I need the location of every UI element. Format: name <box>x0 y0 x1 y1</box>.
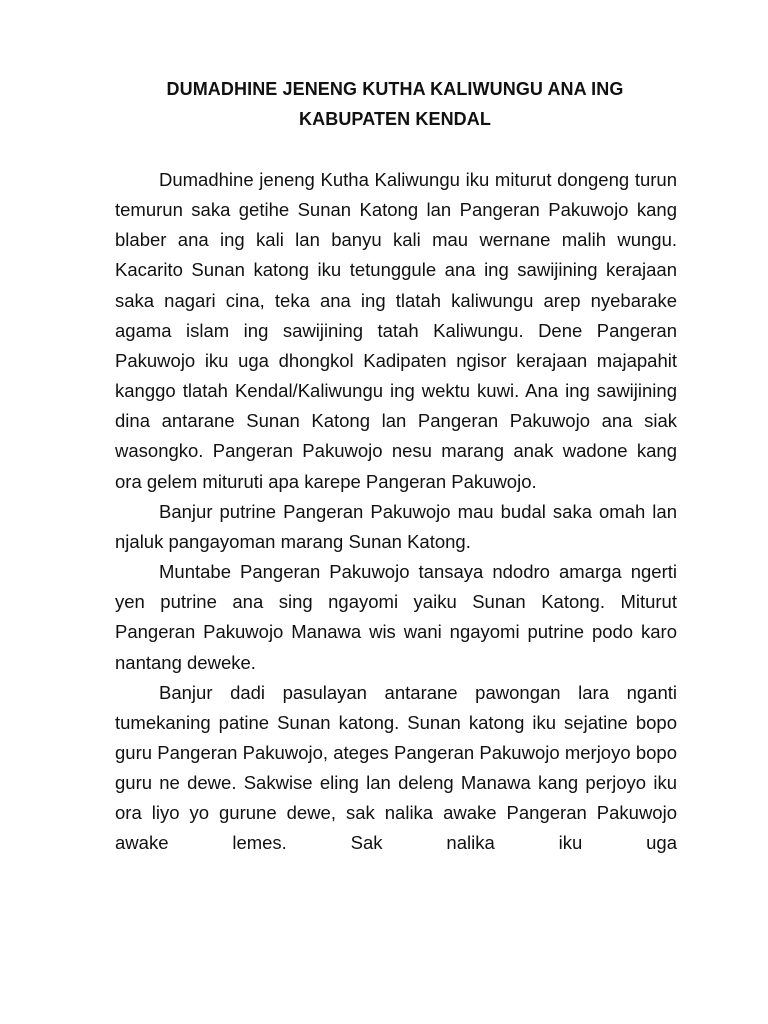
document-body <box>115 165 677 859</box>
title-line-1: DUMADHINE JENENG KUTHA KALIWUNGU ANA ING <box>166 79 624 99</box>
paragraph-4: Banjur dadi pasulayan antarane pawongan lara nganti tumekaning patine Sunan katong. Sunan katong iku sejatine bopo guru Pangeran Pakuwojo, ateges Pangeran Pakuwojo merjoyo bopo guru ne dewe. Sakwise eling lan deleng Manawa kang perjoyo iku ora liyo yo gurune dewe, sak nalika awake Pangeran Pakuwojo awake lemes. Sak nalika iku uga <box>115 681 677 854</box>
paragraph-3: Muntabe Pangeran Pakuwojo tansaya ndodro amarga ngerti yen putrine ana sing ngayomi yaiku Sunan Katong. Miturut Pangeran Pakuwojo Manawa wis wani ngayomi putrine podo karo nantang deweke. <box>115 561 677 673</box>
paragraph-1: Dumadhine jeneng Kutha Kaliwungu iku miturut dongeng turun temurun saka getihe Sunan Katong lan Pangeran Pakuwojo kang blaber ana ing kali lan banyu kali mau wernane malih wungu. Kacarito Sunan katong iku tetunggule ana ing sawijining kerajaan saka nagari cina, teka ana ing tlatah kaliwungu arep nyebarake agama islam ing sawijining tatah Kaliwungu. Dene Pangeran Pakuwojo iku uga dhongkol Kadipaten ngisor kerajaan majapahit kanggo tlatah Kendal/Kaliwungu ing wektu kuwi. Ana ing sawijining dina antarane Sunan Katong lan Pangeran Pakuwojo ana siak wasongko. Pangeran Pakuwojo nesu marang anak wadone kang ora gelem mituruti apa karepe Pangeran Pakuwojo. <box>115 169 677 492</box>
document-title <box>100 74 690 134</box>
title-line-2: KABUPATEN KENDAL <box>299 109 491 129</box>
paragraph-2: Banjur putrine Pangeran Pakuwojo mau budal saka omah lan njaluk pangayoman marang Sunan Katong. <box>115 500 677 552</box>
